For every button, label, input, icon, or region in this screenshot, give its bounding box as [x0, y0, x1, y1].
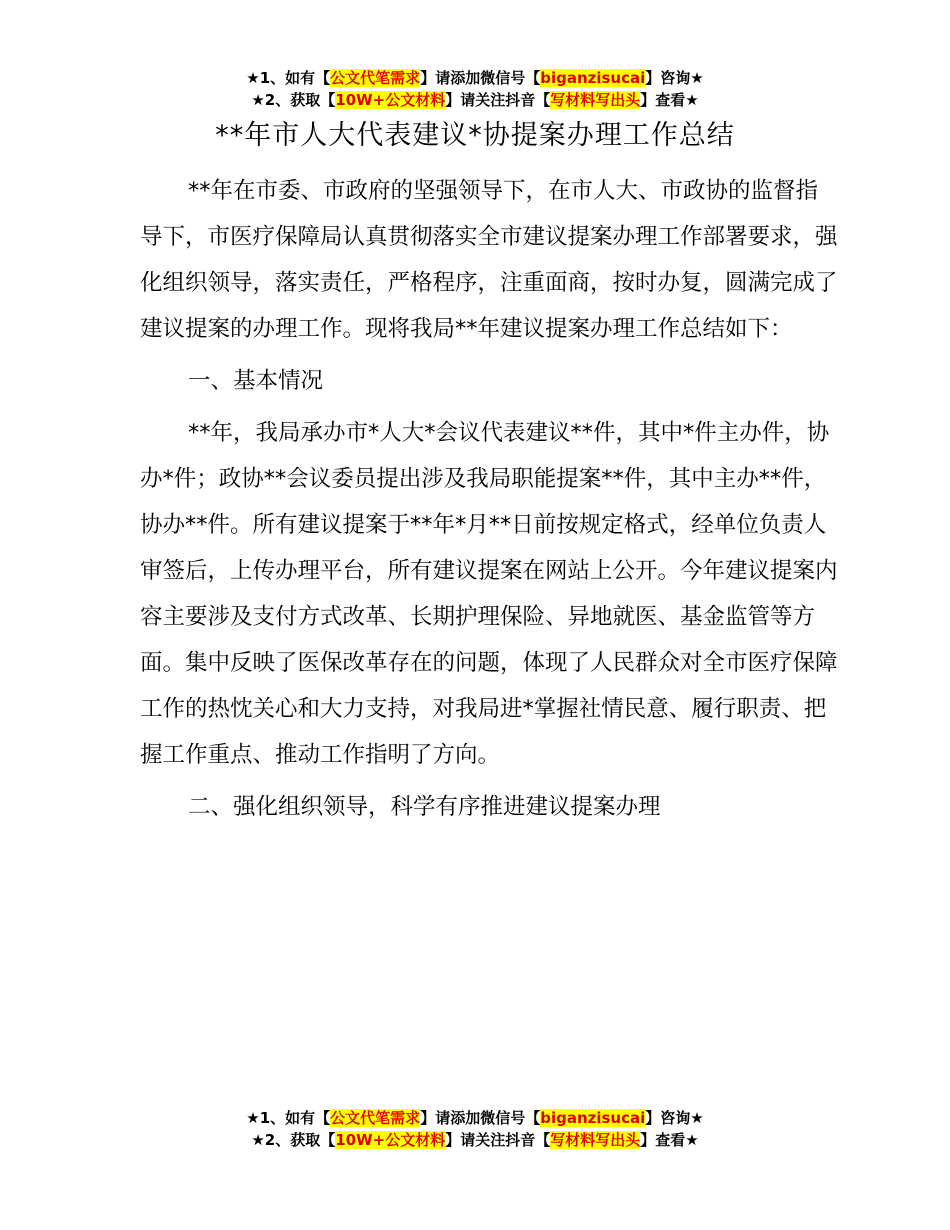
banner-highlight: biganzisucai: [540, 69, 646, 87]
banner-text: 】咨询★: [645, 1109, 704, 1127]
section-heading-1: 一、基本情况: [188, 368, 324, 394]
banner-text: 】请关注抖音【: [445, 1131, 551, 1149]
header-banner: [0, 67, 950, 111]
banner-highlight: 写材料写出头: [550, 1131, 641, 1149]
banner-text: ★1、如有【: [246, 69, 331, 87]
banner-highlight: 写材料写出头: [550, 91, 641, 109]
banner-text: 】请添加微信号【: [420, 69, 541, 87]
banner-highlight: 公文代笔需求: [330, 1109, 421, 1127]
footer-banner: [0, 1107, 950, 1151]
banner-highlight: 公文代笔需求: [330, 69, 421, 87]
banner-text: ★2、获取【: [251, 1131, 336, 1149]
banner-text: 】查看★: [640, 91, 699, 109]
section-heading-2: 二、强化组织领导，科学有序推进建议提案办理: [188, 794, 661, 820]
banner-text: ★2、获取【: [251, 91, 336, 109]
document-body: [140, 168, 840, 830]
header-banner-line-1: [0, 67, 950, 89]
footer-banner-line-2: [0, 1129, 950, 1151]
banner-text: ★1、如有【: [246, 1109, 331, 1127]
banner-highlight: 10W+公文材料: [335, 91, 446, 109]
banner-text: 】请关注抖音【: [445, 91, 551, 109]
header-banner-line-2: [0, 89, 950, 111]
paragraph-intro: **年在市委、市政府的坚强领导下，在市人大、市政协的监督指导下，市医疗保障局认真贯彻落实全市建议提案办理工作部署要求，强化组织领导，落实责任，严格程序，注重面商，按时办复，圆满完成了建议提案的办理工作。现将我局**年建议提案办理工作总结如下：: [140, 178, 838, 342]
banner-text: 】咨询★: [645, 69, 704, 87]
banner-text: 】请添加微信号【: [420, 1109, 541, 1127]
footer-banner-line-1: [0, 1107, 950, 1129]
banner-text: 】查看★: [640, 1131, 699, 1149]
banner-highlight: biganzisucai: [540, 1109, 646, 1127]
paragraph-basic-situation: **年，我局承办市*人大*会议代表建议**件，其中*件主办件，协办*件；政协**会议委员提出涉及我局职能提案**件，其中主办**件，协办**件。所有建议提案于**年*月**日前按规定格式，经单位负责人审签后，上传办理平台，所有建议提案在网站上公开。今年建议提案内容主要涉及支付方式改革、长期护理保险、异地就医、基金监管等方面。集中反映了医保改革存在的问题，体现了人民群众对全市医疗保障工作的热忱关心和大力支持，对我局进*掌握社情民意、履行职责、把握工作重点、推动工作指明了方向。: [140, 420, 838, 768]
banner-highlight: 10W+公文材料: [335, 1131, 446, 1149]
document-title: **年市人大代表建议*协提案办理工作总结: [215, 120, 735, 151]
